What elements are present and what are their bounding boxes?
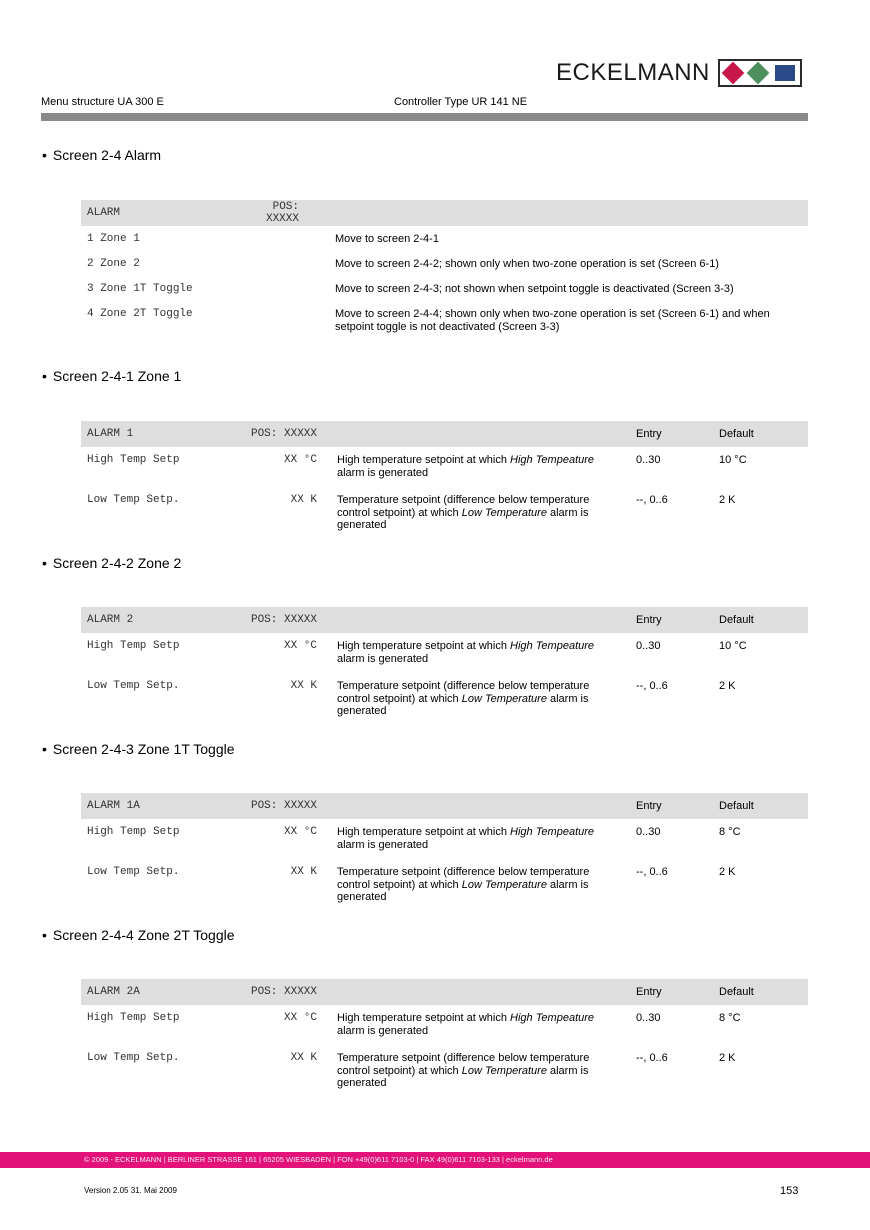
parameter-description: Temperature setpoint (difference below temperature control setpoint) at which Low Temperature alarm is generated bbox=[337, 494, 590, 531]
table-row bbox=[81, 859, 808, 904]
parameter-value: XX °C bbox=[283, 1012, 317, 1024]
section-title bbox=[42, 368, 181, 384]
parameter-description: High temperature setpoint at which High Tempeature alarm is generated bbox=[337, 826, 595, 851]
entry-header: Entry bbox=[628, 607, 711, 633]
row-description: Move to screen 2-4-3; not shown when setpoint toggle is deactivated (Screen 3-3) bbox=[335, 283, 734, 295]
entry-range: 0..30 bbox=[636, 1012, 661, 1024]
table-header-row bbox=[81, 979, 808, 1005]
parameter-description: High temperature setpoint at which High Tempeature alarm is generated bbox=[337, 1012, 595, 1037]
pos-label: POS: XXXXX bbox=[239, 421, 317, 447]
entry-header: Entry bbox=[628, 793, 711, 819]
alarm-menu-table bbox=[81, 200, 808, 337]
parameter-name: Low Temp Setp. bbox=[87, 866, 180, 878]
table-row bbox=[81, 633, 808, 673]
table-header-row bbox=[81, 200, 808, 226]
pos-label: POS: XXXXX bbox=[239, 607, 317, 633]
parameter-value: XX °C bbox=[283, 640, 317, 652]
table-row bbox=[81, 251, 808, 276]
entry-range: --, 0..6 bbox=[636, 1052, 668, 1064]
pos-label: POS: XXXXX bbox=[239, 979, 317, 1005]
screen-name: ALARM bbox=[81, 200, 239, 226]
screen-name: ALARM 1A bbox=[81, 793, 239, 819]
row-description: Move to screen 2-4-4; shown only when two-zone operation is set (Screen 6-1) and when setpoint toggle is not deactivated (Screen 3-3) bbox=[335, 308, 770, 333]
green-diamond-icon bbox=[747, 62, 770, 85]
default-value: 2 K bbox=[719, 680, 736, 692]
section-title-text: Screen 2-4 Alarm bbox=[52, 147, 162, 163]
table-row bbox=[81, 819, 808, 859]
bullet: • bbox=[42, 368, 47, 384]
row-description: Move to screen 2-4-1 bbox=[335, 233, 439, 245]
section-title bbox=[42, 555, 181, 571]
parameter-table bbox=[81, 793, 808, 904]
header-controller-type: Controller Type UR 141 NE bbox=[394, 96, 528, 108]
red-diamond-icon bbox=[721, 62, 744, 85]
table-row bbox=[81, 1005, 808, 1045]
parameter-description: High temperature setpoint at which High Tempeature alarm is generated bbox=[337, 454, 595, 479]
table-row bbox=[81, 1045, 808, 1090]
section-title bbox=[42, 741, 235, 757]
parameter-name: High Temp Setp bbox=[87, 1012, 180, 1024]
page-number: 153 bbox=[780, 1185, 799, 1197]
parameter-name: High Temp Setp bbox=[87, 826, 180, 838]
logo-mark-box bbox=[718, 59, 802, 87]
parameter-value: XX K bbox=[290, 1052, 317, 1064]
default-header: Default bbox=[711, 979, 808, 1005]
logo-marks bbox=[718, 59, 802, 87]
pos-label: POS: XXXXX bbox=[239, 200, 317, 226]
entry-range: 0..30 bbox=[636, 454, 661, 466]
parameter-value: XX K bbox=[290, 494, 317, 506]
screen-name: ALARM 2 bbox=[81, 607, 239, 633]
table-header-row bbox=[81, 793, 808, 819]
parameter-name: High Temp Setp bbox=[87, 640, 180, 652]
table-row bbox=[81, 447, 808, 487]
blue-square-icon bbox=[775, 65, 795, 81]
parameter-description: Temperature setpoint (difference below temperature control setpoint) at which Low Temperature alarm is generated bbox=[337, 866, 590, 903]
default-value: 8 °C bbox=[719, 826, 741, 838]
entry-range: 0..30 bbox=[636, 640, 661, 652]
entry-range: --, 0..6 bbox=[636, 494, 668, 506]
version-date: Version 2.05 31. Mai 2009 bbox=[84, 1186, 177, 1195]
default-header: Default bbox=[711, 421, 808, 447]
screen-name: ALARM 2A bbox=[81, 979, 239, 1005]
section-title-text: Screen 2-4-2 Zone 2 bbox=[52, 555, 182, 571]
row-description: Move to screen 2-4-2; shown only when two-zone operation is set (Screen 6-1) bbox=[335, 258, 719, 270]
table-row bbox=[81, 673, 808, 718]
parameter-value: XX °C bbox=[283, 454, 317, 466]
menu-item: 3 Zone 1T Toggle bbox=[87, 283, 193, 295]
section-title bbox=[42, 927, 235, 943]
header-divider-bar bbox=[41, 113, 808, 121]
section-title-text: Screen 2-4-3 Zone 1T Toggle bbox=[52, 741, 235, 757]
default-header: Default bbox=[711, 793, 808, 819]
default-value: 2 K bbox=[719, 494, 736, 506]
parameter-description: High temperature setpoint at which High Tempeature alarm is generated bbox=[337, 640, 595, 665]
default-value: 10 °C bbox=[719, 640, 747, 652]
screen-name: ALARM 1 bbox=[81, 421, 239, 447]
bullet: • bbox=[42, 555, 47, 571]
entry-range: 0..30 bbox=[636, 826, 661, 838]
menu-item: 2 Zone 2 bbox=[87, 258, 140, 270]
parameter-value: XX °C bbox=[283, 826, 317, 838]
default-value: 8 °C bbox=[719, 1012, 741, 1024]
section-title bbox=[42, 147, 161, 163]
section-title-text: Screen 2-4-1 Zone 1 bbox=[52, 368, 182, 384]
logo-text: ECKELMANN bbox=[556, 59, 710, 86]
parameter-value: XX K bbox=[290, 866, 317, 878]
bullet: • bbox=[42, 147, 47, 163]
table-row bbox=[81, 487, 808, 532]
parameter-name: Low Temp Setp. bbox=[87, 1052, 180, 1064]
header-doc-title: Menu structure UA 300 E bbox=[41, 96, 164, 108]
parameter-description: Temperature setpoint (difference below temperature control setpoint) at which Low Temperature alarm is generated bbox=[337, 1052, 590, 1089]
table-header-row bbox=[81, 421, 808, 447]
table-header-row bbox=[81, 607, 808, 633]
eckelmann-logo bbox=[556, 58, 802, 88]
parameter-name: Low Temp Setp. bbox=[87, 680, 180, 692]
menu-item: 1 Zone 1 bbox=[87, 233, 140, 245]
parameter-table bbox=[81, 421, 808, 532]
section-title-text: Screen 2-4-4 Zone 2T Toggle bbox=[52, 927, 235, 943]
parameter-description: Temperature setpoint (difference below temperature control setpoint) at which Low Temperature alarm is generated bbox=[337, 680, 590, 717]
menu-item: 4 Zone 2T Toggle bbox=[87, 308, 193, 320]
bullet: • bbox=[42, 927, 47, 943]
bullet: • bbox=[42, 741, 47, 757]
pos-label: POS: XXXXX bbox=[239, 793, 317, 819]
parameter-table bbox=[81, 979, 808, 1090]
parameter-name: High Temp Setp bbox=[87, 454, 180, 466]
table-row bbox=[81, 301, 808, 337]
parameter-name: Low Temp Setp. bbox=[87, 494, 180, 506]
entry-range: --, 0..6 bbox=[636, 866, 668, 878]
default-header: Default bbox=[711, 607, 808, 633]
default-value: 2 K bbox=[719, 866, 736, 878]
entry-header: Entry bbox=[628, 421, 711, 447]
entry-range: --, 0..6 bbox=[636, 680, 668, 692]
table-row bbox=[81, 226, 808, 251]
parameter-table bbox=[81, 607, 808, 718]
default-value: 10 °C bbox=[719, 454, 747, 466]
table-row bbox=[81, 276, 808, 301]
footer-copyright: © 2009 - ECKELMANN | BERLINER STRASSE 161 | 65205 WIESBADEN | FON +49(0)611 7103-0 | FAX 49(0)611 7103-133 | eckelmann.de bbox=[84, 1155, 553, 1164]
default-value: 2 K bbox=[719, 1052, 736, 1064]
entry-header: Entry bbox=[628, 979, 711, 1005]
parameter-value: XX K bbox=[290, 680, 317, 692]
